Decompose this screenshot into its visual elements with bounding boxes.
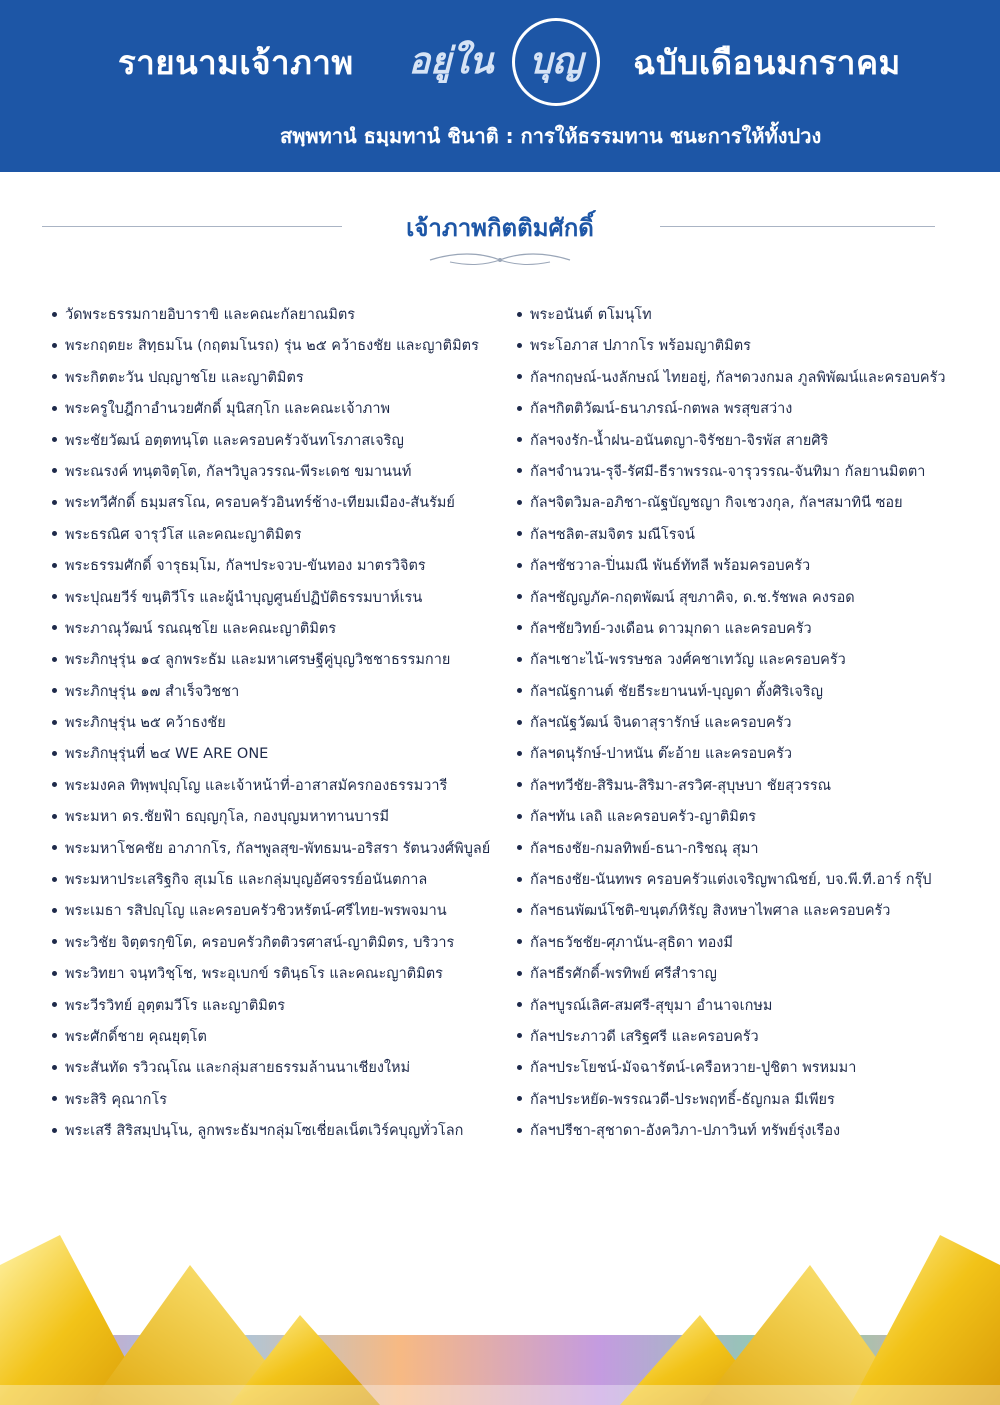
bullet-icon bbox=[52, 657, 57, 662]
donor-name: กัลฯธนพัฒน์โชติ-ขนุตภ์หิรัญ สิงหษาไพศาล และครอบครัว bbox=[530, 903, 891, 920]
donor-list-left bbox=[52, 300, 512, 1148]
bullet-icon bbox=[517, 877, 522, 882]
page-header bbox=[0, 0, 1000, 172]
bullet-icon bbox=[517, 971, 522, 976]
donor-list-item bbox=[517, 1116, 987, 1147]
bullet-icon bbox=[517, 531, 522, 536]
donor-list-item bbox=[517, 614, 987, 645]
donor-list-item bbox=[52, 331, 512, 362]
bullet-icon bbox=[52, 312, 57, 317]
donor-name: กัลฯณัฐวัฒน์ จินดาสุรารักษ์ และครอบครัว bbox=[530, 715, 792, 732]
bullet-icon bbox=[52, 782, 57, 787]
donor-name: พระภิกษุรุ่นที่ ๒๔ WE ARE ONE bbox=[65, 746, 269, 763]
donor-name: พระทวีศักดิ์ ธมฺมสรโณ, ครอบครัวอินทร์ช้าง-เทียมเมือง-สันรัมย์ bbox=[65, 495, 455, 512]
bullet-icon bbox=[52, 563, 57, 568]
bullet-icon bbox=[52, 908, 57, 913]
donor-name: กัลฯชัยวิทย์-วงเดือน ดาวมุกดา และครอบครัว bbox=[530, 620, 812, 637]
donor-name: พระภิกษุรุ่น ๑๗ สำเร็จวิชชา bbox=[65, 683, 240, 700]
donor-name: พระครูใบฎีกาอำนวยศักดิ์ มุนิสกฺโก และคณะเจ้าภาพ bbox=[65, 401, 391, 418]
donor-list-item bbox=[52, 520, 512, 551]
donor-name: กัลฯธงชัย-นันทพร ครอบครัวแต่งเจริญพาณิชย์, บจ.พี.ที.อาร์ กรุ๊ป bbox=[530, 872, 932, 889]
donor-name: พระวิชัย จิตฺตรกฺขิโต, ครอบครัวกิตติวรศาสน์-ญาติมิตร, บริวาร bbox=[65, 934, 455, 951]
donor-list-item bbox=[52, 739, 512, 770]
donor-list-item bbox=[517, 331, 987, 362]
donor-list-item bbox=[52, 488, 512, 519]
donor-list-item bbox=[52, 677, 512, 708]
donor-name: พระกิตตะวัน ปญฺญาชโย และญาติมิตร bbox=[65, 369, 304, 386]
donor-list-item bbox=[517, 928, 987, 959]
donor-name: กัลฯชัชวาล-ปิ่นมณี พันธ์ทัทลี พร้อมครอบครัว bbox=[530, 558, 811, 575]
donor-name: กัลฯกฤษณ์-นงลักษณ์ ไทยอยู่, กัลฯดวงกมล ภูลพิพัฒน์และครอบครัว bbox=[530, 369, 946, 386]
bullet-icon bbox=[517, 625, 522, 630]
donor-list-item bbox=[52, 457, 512, 488]
bullet-icon bbox=[517, 657, 522, 662]
donor-name: วัดพระธรรมกายอิบาราขิ และคณะกัลยาณมิตร bbox=[65, 307, 356, 323]
donor-name: พระศักดิ์ชาย คุณยุตฺโต bbox=[65, 1028, 207, 1045]
donor-list-item bbox=[52, 645, 512, 676]
header-title-left: รายนามเจ้าภาพ bbox=[118, 43, 354, 82]
donor-name: พระธรรมศักดิ์ จารุธมฺโม, กัลฯประจวบ-ขันทอง มาตรวิจิตร bbox=[65, 558, 426, 575]
bullet-icon bbox=[517, 594, 522, 599]
donor-name: กัลฯประภาวดี เสริฐศรี และครอบครัว bbox=[530, 1028, 759, 1045]
donor-list-item bbox=[52, 802, 512, 833]
donor-list-item bbox=[52, 426, 512, 457]
bullet-icon bbox=[517, 1096, 522, 1101]
bullet-icon bbox=[52, 877, 57, 882]
donor-list-item bbox=[52, 1022, 512, 1053]
donor-list-item bbox=[517, 1022, 987, 1053]
donor-list-item bbox=[517, 708, 987, 739]
donor-name: กัลฯดนุรักษ์-ปาหนัน ต๊ะอ้าย และครอบครัว bbox=[530, 746, 793, 763]
donor-name: พระเมธา รสิปญฺโญ และครอบครัวชิวหรัตน์-ศรีไทย-พรพจมาน bbox=[65, 903, 447, 920]
bullet-icon bbox=[52, 468, 57, 473]
bullet-icon bbox=[52, 688, 57, 693]
donor-name: พระมงคล ทิพฺพปุญฺโญ และเจ้าหน้าที่-อาสาสมัครกองธรรมวารี bbox=[65, 777, 448, 794]
donor-name: กัลฯบูรณ์เลิศ-สมศรี-สุขุมา อำนาจเกษม bbox=[530, 997, 773, 1014]
bullet-icon bbox=[52, 1033, 57, 1038]
bullet-icon bbox=[52, 343, 57, 348]
donor-name: กัลฯณัฐกานต์ ชัยธีระยานนท์-บุญดา ตั้งศิริเจริญ bbox=[530, 683, 823, 700]
donor-list-item bbox=[517, 645, 987, 676]
donor-list-item bbox=[52, 1053, 512, 1084]
bullet-icon bbox=[52, 625, 57, 630]
donor-name: พระสันทัด รวิวณฺโณ และกลุ่มสายธรรมล้านนาเชียงใหม่ bbox=[65, 1060, 411, 1077]
donor-name: พระเสรี สิริสมฺปนฺโน, ลูกพระธัมฯกลุ่มโซเชี่ยลเน็ตเวิร์คบุญทั่วโลก bbox=[65, 1123, 464, 1140]
bullet-icon bbox=[52, 594, 57, 599]
donor-list-item bbox=[52, 1116, 512, 1147]
bullet-icon bbox=[52, 1096, 57, 1101]
donor-list-item bbox=[52, 583, 512, 614]
header-title-right: ฉบับเดือนมกราคม bbox=[633, 43, 901, 82]
divider-left bbox=[42, 226, 342, 227]
donor-name: พระวิทยา จนฺทวิชฺโช, พระอุเบกข์ รตินฺธโร และคณะญาติมิตร bbox=[65, 966, 443, 983]
donor-name: พระภิกษุรุ่น ๑๔ ลูกพระธัม และมหาเศรษฐีคู่บุญวิชชาธรรมกาย bbox=[65, 652, 451, 669]
bullet-icon bbox=[517, 782, 522, 787]
bullet-icon bbox=[52, 971, 57, 976]
donor-name: พระภิกษุรุ่น ๒๕ คว้าธงชัย bbox=[65, 715, 226, 732]
donor-name: กัลฯธงชัย-กมลทิพย์-ธนา-กริชณุ สุมา bbox=[530, 840, 759, 857]
donor-list-item bbox=[517, 551, 987, 582]
bullet-icon bbox=[517, 468, 522, 473]
donor-name: พระมหาโชคชัย อาภากโร, กัลฯพูลสุข-พัทธมน-อริสรา รัตนวงศ์พิบูลย์ bbox=[65, 840, 491, 857]
bullet-icon bbox=[52, 814, 57, 819]
donor-list-item bbox=[52, 708, 512, 739]
donor-name: พระมหาประเสริฐกิจ สุเมโธ และกลุ่มบุญอัศจรรย์อนันตกาล bbox=[65, 872, 428, 889]
bullet-icon bbox=[52, 845, 57, 850]
donor-list-item bbox=[52, 363, 512, 394]
bullet-icon bbox=[52, 406, 57, 411]
donor-name: พระมหา ดร.ชัยฟ้า ธญฺญกุโล, กองบุญมหาทานบารมี bbox=[65, 809, 390, 826]
donor-list-item bbox=[52, 865, 512, 896]
donor-list-item bbox=[517, 991, 987, 1022]
bullet-icon bbox=[517, 312, 522, 317]
donor-name: กัลฯกิตติวัฒน์-ธนาภรณ์-กตพล พรสุขสว่าง bbox=[530, 401, 793, 418]
golden-pagoda-footer-image bbox=[0, 1225, 1000, 1405]
bullet-icon bbox=[517, 751, 522, 756]
donor-list-item bbox=[517, 394, 987, 425]
bullet-icon bbox=[52, 720, 57, 725]
donor-list-item bbox=[517, 426, 987, 457]
donor-list-item bbox=[517, 865, 987, 896]
bullet-icon bbox=[52, 500, 57, 505]
donor-list-item bbox=[517, 677, 987, 708]
donor-name: พระธรณิศ จารุวํโส และคณะญาติมิตร bbox=[65, 526, 302, 543]
bullet-icon bbox=[517, 343, 522, 348]
donor-name: กัลฯชัญญภัค-กฤตพัฒน์ สุขภาคิจ, ด.ช.รัชพล คงรอด bbox=[530, 589, 855, 606]
donor-list-item bbox=[517, 1085, 987, 1116]
donor-name: พระสิริ คุณากโร bbox=[65, 1091, 168, 1108]
donor-name: กัลฯประโยชน์-มัจฉารัตน์-เครือหวาย-ปูชิตา พรหมมา bbox=[530, 1060, 857, 1077]
donor-name: กัลฯปรีชา-สุชาดา-อังควิภา-ปภาวินท์ ทรัพย์รุ่งเรือง bbox=[530, 1123, 841, 1140]
donor-list-item bbox=[52, 991, 512, 1022]
bullet-icon bbox=[517, 1065, 522, 1070]
logo-word-b: บุญ bbox=[529, 40, 583, 82]
bullet-icon bbox=[517, 563, 522, 568]
donor-name: พระปุณยวีร์ ขนฺติวีโร และผู้นำบุญศูนย์ปฏิบัติธรรมบาห์เรน bbox=[65, 589, 423, 606]
donor-name: พระวีรวิทย์ อุตฺตมวีโร และญาติมิตร bbox=[65, 997, 285, 1014]
donor-list-item bbox=[517, 771, 987, 802]
flourish-ornament-icon bbox=[425, 250, 575, 268]
donor-name: พระณรงค์ ทนฺตจิตฺโต, กัลฯวิบูลวรรณ-พีระเดช ขมานนท์ bbox=[65, 463, 412, 480]
bullet-icon bbox=[517, 908, 522, 913]
donor-list-item bbox=[517, 520, 987, 551]
donor-list-right bbox=[517, 300, 987, 1148]
donor-list-item bbox=[52, 771, 512, 802]
donor-list-item bbox=[517, 802, 987, 833]
section-heading bbox=[0, 200, 1000, 270]
bullet-icon bbox=[52, 939, 57, 944]
bullet-icon bbox=[52, 374, 57, 379]
donor-name: กัลฯจิตวิมล-อภิชา-ณัฐบัญชญา กิจเชวงกุล, กัลฯสมาทินี ซอย bbox=[530, 495, 903, 512]
bullet-icon bbox=[52, 437, 57, 442]
magazine-logo bbox=[392, 18, 620, 112]
donor-name: พระอนันต์ ตโมนุโท bbox=[530, 307, 652, 323]
bullet-icon bbox=[52, 1065, 57, 1070]
bullet-icon bbox=[517, 688, 522, 693]
donor-list-item bbox=[517, 896, 987, 927]
bullet-icon bbox=[517, 1002, 522, 1007]
donor-name: กัลฯเชาะไน้-พรรษชล วงศ์คชาเทวัญ และครอบครัว bbox=[530, 652, 846, 669]
donor-name: พระโอภาส ปภากโร พร้อมญาติมิตร bbox=[530, 338, 751, 355]
donor-list-item bbox=[52, 928, 512, 959]
donor-list-item bbox=[517, 488, 987, 519]
donor-list-item bbox=[52, 394, 512, 425]
donor-name: พระชัยวัฒน์ อตฺตทนฺโต และครอบครัวจันทโรภาสเจริญ bbox=[65, 432, 404, 449]
donor-name: กัลฯทวีชัย-สิริมน-สิริมา-สรวิศ-สุบุษบา ชัยสุวรรณ bbox=[530, 777, 832, 794]
donor-list-item bbox=[52, 551, 512, 582]
donor-list-item bbox=[517, 363, 987, 394]
donor-name: กัลฯธวัชชัย-ศุภานัน-สุธิดา ทองมี bbox=[530, 934, 733, 951]
donor-list-item bbox=[52, 959, 512, 990]
donor-list-item bbox=[52, 896, 512, 927]
donor-list-item bbox=[517, 739, 987, 770]
donor-list-item bbox=[517, 959, 987, 990]
donor-list-item bbox=[52, 834, 512, 865]
donor-name: พระภาณุวัฒน์ รณณฺชโย และคณะญาติมิตร bbox=[65, 620, 337, 637]
donor-name: กัลฯทัน เลถิ และครอบครัว-ญาติมิตร bbox=[530, 809, 757, 826]
donor-name: กัลฯจำนวน-รุจี-รัศมี-ธีราพรรณ-จารุวรรณ-จันทิมา กัลยานมิตตา bbox=[530, 463, 926, 480]
donor-name: กัลฯธีรศักดิ์-พรทิพย์ ศรีสำราญ bbox=[530, 966, 717, 983]
donor-list-item bbox=[52, 614, 512, 645]
bullet-icon bbox=[517, 406, 522, 411]
bullet-icon bbox=[517, 374, 522, 379]
divider-right bbox=[660, 226, 935, 227]
header-subtitle: สพฺพทานํ ธมฺมทานํ ชินาติ : การให้ธรรมทาน ชนะการให้ทั้งปวง bbox=[280, 124, 822, 148]
bullet-icon bbox=[517, 845, 522, 850]
bullet-icon bbox=[52, 531, 57, 536]
bullet-icon bbox=[52, 1002, 57, 1007]
bullet-icon bbox=[517, 720, 522, 725]
donor-list-item bbox=[52, 300, 512, 331]
bullet-icon bbox=[52, 1128, 57, 1133]
donor-name: กัลฯชลิต-สมจิตร มณีโรจน์ bbox=[530, 526, 695, 543]
section-title: เจ้าภาพกิตติมศักดิ์ bbox=[406, 214, 594, 242]
donor-list-item bbox=[517, 457, 987, 488]
donor-name: พระกฤตยะ สิทฺธมโน (กฤตมโนรถ) รุ่น ๒๕ คว้าธงชัย และญาติมิตร bbox=[65, 338, 479, 355]
donor-list-item bbox=[52, 1085, 512, 1116]
bullet-icon bbox=[52, 751, 57, 756]
donor-name: กัลฯจงรัก-น้ำฝน-อนันตญา-จิรัชยา-จิรพัส สายศิริ bbox=[530, 432, 829, 449]
donor-list-item bbox=[517, 1053, 987, 1084]
logo-word-a: อยู่ใน bbox=[408, 40, 494, 82]
bullet-icon bbox=[517, 1128, 522, 1133]
bullet-icon bbox=[517, 814, 522, 819]
donor-list-item bbox=[517, 300, 987, 331]
bullet-icon bbox=[517, 437, 522, 442]
donor-list-item bbox=[517, 834, 987, 865]
bullet-icon bbox=[517, 500, 522, 505]
donor-list-item bbox=[517, 583, 987, 614]
bullet-icon bbox=[517, 939, 522, 944]
donor-name: กัลฯประหยัด-พรรณวดี-ประพฤทธิ์-ธัญกมล มีเพียร bbox=[530, 1091, 835, 1108]
bullet-icon bbox=[517, 1033, 522, 1038]
